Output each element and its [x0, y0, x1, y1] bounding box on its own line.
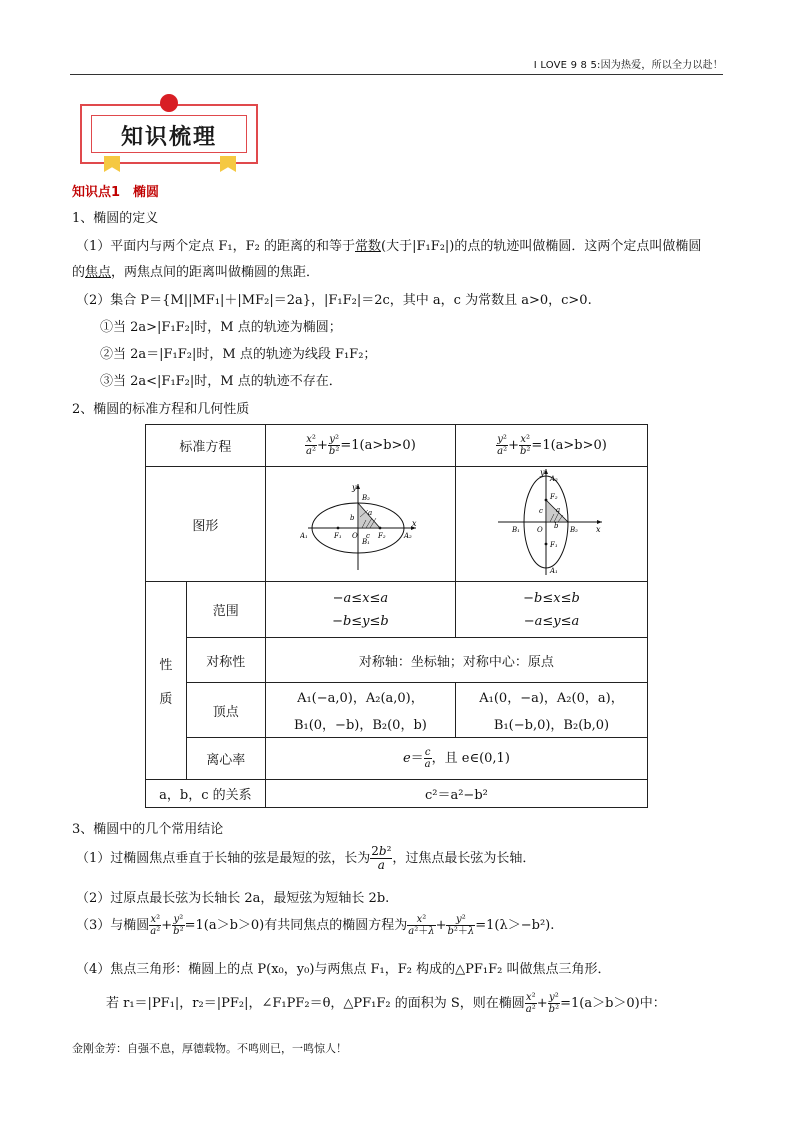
badge-pin-icon	[160, 94, 178, 112]
fig-horizontal	[265, 467, 455, 582]
frac-c-a: $\frac{c}{a}$	[424, 747, 431, 770]
eq-label: 标准方程	[146, 425, 266, 467]
vertex-vertical	[455, 683, 647, 738]
svg-text:B₁: B₁	[362, 538, 371, 546]
sym-label: 对称性	[186, 638, 265, 683]
s1-p1c: 的	[72, 265, 86, 280]
s1-para1	[76, 235, 701, 254]
frac-y2-a2: $\frac{\text{y²}}{\text{a²}}$	[497, 434, 508, 457]
s3-r1a: （1）过椭圆焦点垂直于长轴的弦是最短的弦，长为	[76, 851, 371, 866]
ellipse-properties-table	[145, 424, 648, 808]
s3-r3: （3）与椭圆 $\frac{\text{x²}}{\text{a²}}$ + $\frac{\text{y²}}{\text{b²}}$ =1(a＞b＞0)有共同焦点的椭圆方程为 $\frac{\text{x²}}{\text{a²＋λ}}$ + $\frac{\text{y²}}{\text{b²＋λ}}$ =1(λ＞−b²).	[76, 914, 555, 937]
s1-p1-underline: 常数	[355, 239, 382, 254]
vertex-label: 顶点	[186, 683, 265, 738]
svg-text:A₁: A₁	[550, 567, 559, 575]
section-badge	[80, 100, 260, 168]
svg-text:B₁: B₁	[512, 526, 521, 534]
svg-text:a: a	[556, 506, 561, 514]
vertex-horizontal	[265, 683, 455, 738]
svg-text:A₂: A₂	[550, 475, 559, 483]
badge-frame	[80, 104, 258, 164]
page-header: I LOVE 9 8 5:因为热爱，所以全力以赴！	[533, 60, 723, 71]
frac-r5-y: $\frac{\text{y²}}{\text{b²}}$	[548, 992, 560, 1015]
s1-p1b: (大于|F₁F₂|)的点的轨迹叫做椭圆．这两个定点叫做椭圆	[381, 239, 702, 254]
s3-r1	[76, 845, 535, 872]
frac-x2-a2: $\frac{\text{x²}}{\text{a²}}$	[306, 434, 317, 457]
horizontal-ellipse-diagram	[300, 472, 420, 572]
svg-text:c: c	[366, 532, 371, 540]
badge-inner-frame	[91, 115, 247, 153]
frac-r3-x-lambda: $\frac{\text{x²}}{\text{a²＋λ}}$	[408, 914, 435, 937]
svg-text:y: y	[540, 468, 546, 477]
s3-r4: （4）焦点三角形：椭圆上的点 P(x₀，y₀)与两焦点 F₁，F₂ 构成的△PF₁F₂ 叫做焦点三角形．	[76, 962, 611, 977]
frac-r5-x: $\frac{\text{x²}}{\text{a²}}$	[525, 992, 536, 1015]
s3-r5b: =1(a＞b＞0)中：	[560, 996, 666, 1011]
ecc-label: 离心率	[186, 738, 265, 780]
s1-title: 1、椭圆的定义	[72, 211, 159, 226]
s1-case2: ②当 2a＝|F₁F₂|时，M 点的轨迹为线段 F₁F₂；	[100, 347, 377, 362]
svg-text:x: x	[412, 519, 417, 528]
badge-title: 知识梳理	[120, 125, 217, 150]
svg-text:B₂: B₂	[570, 526, 579, 534]
ribbon-left-icon	[104, 156, 120, 172]
eq2-text: =1(a>b>0)	[531, 438, 607, 453]
svg-text:O: O	[537, 526, 544, 534]
prop-label	[146, 582, 187, 780]
svg-text:O: O	[352, 532, 359, 540]
range-vertical	[455, 582, 647, 638]
svg-text:y: y	[352, 483, 357, 492]
svg-text:b: b	[350, 514, 355, 522]
header-rule	[70, 74, 723, 75]
fig-vertical	[455, 467, 647, 582]
page-footer: 金刚金芳：自强不息，厚德载物。不鸣则已，一鸣惊人！	[72, 1042, 347, 1055]
s3-r5: 若 r₁＝|PF₁|，r₂＝|PF₂|，∠F₁PF₂＝θ，△PF₁F₂ 的面积为 S，则在椭圆 $\frac{\text{x²}}{\text{a²}}$ + $\frac{\text{y²}}{\text{b²}}$ =1(a＞b＞0)中：	[106, 992, 666, 1015]
range2-y: −a≤y≤a	[523, 613, 580, 629]
svg-text:F₁: F₁	[550, 541, 559, 549]
ribbon-right-icon	[220, 156, 236, 172]
svg-text:F₂: F₂	[550, 493, 559, 501]
range1-y: −b≤y≤b	[332, 613, 389, 629]
range2-x: −b≤x≤b	[523, 590, 580, 606]
prop-label-1: 性	[159, 658, 173, 673]
frac-x2-b2: $\frac{\text{x²}}{\text{b²}}$	[520, 434, 531, 457]
s3-r3c: =1(λ＞−b²).	[475, 918, 555, 933]
frac-r3-x: $\frac{\text{x²}}{\text{a²}}$	[150, 914, 161, 937]
frac-2b2-a: $\frac{\text{2b²}}{a}$	[371, 844, 392, 872]
svg-text:x: x	[596, 525, 601, 534]
range-horizontal	[265, 582, 455, 638]
s3-r3b: =1(a＞b＞0)有共同焦点的椭圆方程为	[184, 918, 408, 933]
s3-r3a: （3）与椭圆	[76, 918, 150, 933]
range1-x: −a≤x≤a	[332, 590, 389, 606]
svg-text:a: a	[368, 509, 373, 517]
eq1-text: =1(a>b>0)	[340, 438, 416, 453]
s3-r5a: 若 r₁＝|PF₁|，r₂＝|PF₂|，∠F₁PF₂＝θ，△PF₁F₂ 的面积为 S，则在椭圆	[106, 996, 525, 1011]
prop-label-2: 质	[159, 692, 173, 707]
svg-text:c: c	[539, 507, 544, 515]
section-title: 知识点1 椭圆	[72, 185, 160, 200]
rel-label: a，b，c 的关系	[146, 780, 266, 808]
vertex2-a: A₁(0，−a)，A₂(0，a)，	[479, 691, 624, 706]
s1-para2: （2）集合 P＝{M||MF₁|＋|MF₂|＝2a}，|F₁F₂|＝2c，其中 a，c 为常数且 a>0，c>0.	[76, 293, 592, 308]
frac-r3-y-lambda: $\frac{\text{y²}}{\text{b²＋λ}}$	[447, 914, 475, 937]
s3-r2: （2）过原点最长弦为长轴长 2a，最短弦为短轴长 2b.	[76, 891, 390, 906]
svg-text:A₂: A₂	[404, 532, 413, 540]
s2-title: 2、椭圆的标准方程和几何性质	[72, 402, 250, 417]
s1-case1: ①当 2a>|F₁F₂|时，M 点的轨迹为椭圆；	[100, 320, 342, 335]
fig-label: 图形	[146, 467, 266, 582]
ecc-text: ，且 e∈(0,1)	[431, 751, 510, 766]
svg-text:F₂: F₂	[378, 532, 387, 540]
svg-text:F₁: F₁	[334, 532, 343, 540]
s3-r1b: ，过焦点最长弦为长轴．	[392, 851, 536, 866]
frac-y2-b2: $\frac{\text{y²}}{\text{b²}}$	[328, 434, 340, 457]
vertex2-b: B₁(−b,0)，B₂(b,0)	[493, 718, 610, 733]
s1-p1d: ，两焦点间的距离叫做椭圆的焦距．	[111, 265, 320, 280]
s1-p1a: （1）平面内与两个定点 F₁，F₂ 的距离的和等于	[76, 239, 355, 254]
vertex1-b: B₁(0，−b)，B₂(0，b)	[293, 718, 427, 733]
svg-text:B₂: B₂	[362, 494, 371, 502]
vertical-ellipse-diagram	[496, 467, 606, 577]
s1-case3: ③当 2a<|F₁F₂|时，M 点的轨迹不存在．	[100, 374, 342, 389]
rel-value: c²＝a²−b²	[265, 780, 647, 808]
frac-r3-y: $\frac{\text{y²}}{\text{b²}}$	[173, 914, 184, 937]
sym-value: 对称轴：坐标轴；对称中心：原点	[265, 638, 647, 683]
s3-title: 3、椭圆中的几个常用结论	[72, 822, 224, 837]
svg-text:A₁: A₁	[300, 532, 309, 540]
vertex1-a: A₁(−a,0)，A₂(a,0)，	[297, 691, 424, 706]
s1-p1-underline2: 焦点	[85, 265, 112, 280]
ecc-value: e＝ $\frac{c}{a}$ ，且 e∈(0,1)	[265, 738, 647, 780]
range-label: 范围	[186, 582, 265, 638]
eq-vertical: $\frac{\text{y²}}{\text{a²}}$ + $\frac{\text{x²}}{\text{b²}}$ =1(a>b>0)	[455, 425, 647, 467]
s1-para1-cont	[72, 261, 319, 280]
svg-text:b: b	[554, 522, 559, 530]
eq-horizontal: $\frac{\text{x²}}{\text{a²}}$ + $\frac{\text{y²}}{\text{b²}}$ =1(a>b>0)	[265, 425, 455, 467]
